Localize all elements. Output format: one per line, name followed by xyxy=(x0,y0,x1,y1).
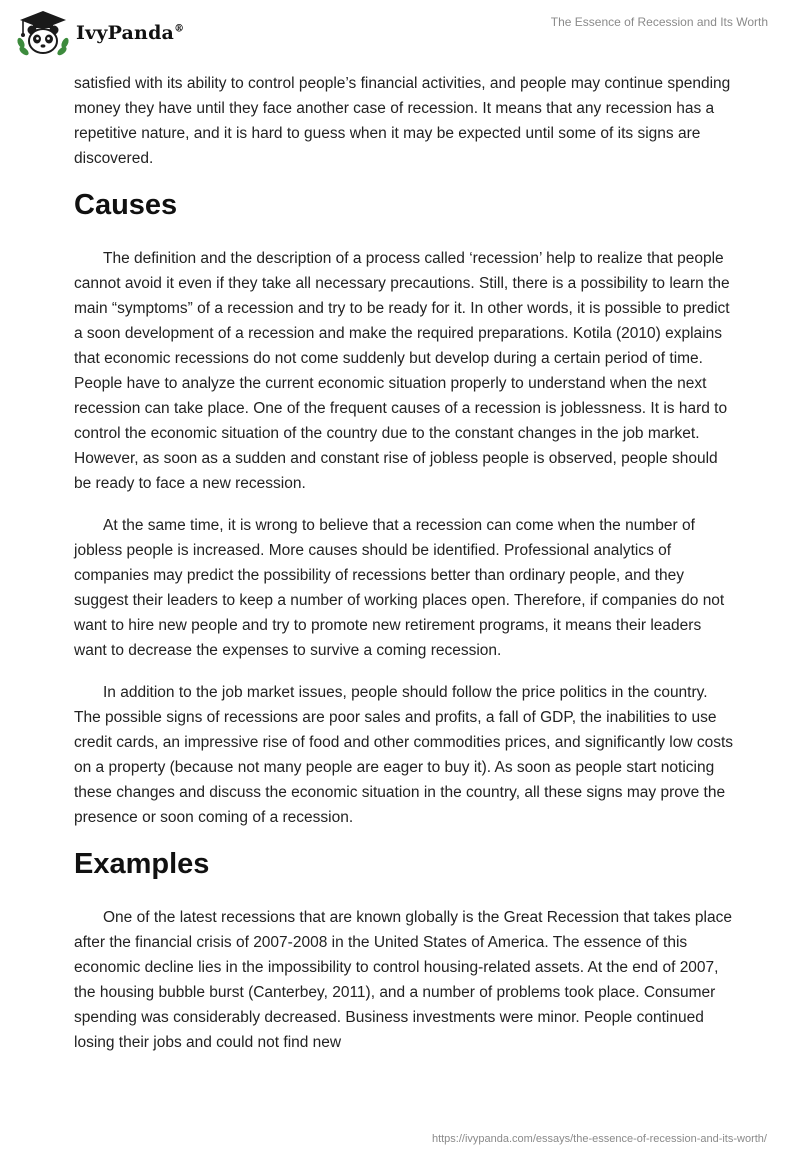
causes-heading: Causes xyxy=(74,189,178,221)
examples-paragraph: One of the latest recessions that are known globally is the Great Recession that takes place after the financial crisis of 2007-2008 in the United States of America. The essence of this economic decline lies in the impossibility to control housing-related assets. At the end of 2007, the housing bubble burst (Canterbey, 2011), and a number of problems took place. Consumer spending was considerably decreased. Business investments were minor. People continued losing their jobs and could not find new xyxy=(74,909,732,1051)
panda-graduate-icon xyxy=(14,8,72,58)
causes-paragraph: The definition and the description of a process called ‘recession’ help to realize that people cannot avoid it even if they take all necessary precautions. Still, there is a possibility to learn the main “symptoms” of a recession and try to be ready for it. In other words, it is possible to predict a soon development of a recession and make the required preparations. Kotila (2010) explains that economic recessions do not come suddenly but develop during a certain period of time. People have to analyze the current economic situation properly to understand when the next recession can take place. One of the frequent causes of a recession is joblessness. It is hard to control the economic situation of the country due to the constant changes in the job market. However, as soon as a sudden and constant rise of jobless people is observed, people should be ready to face a new recession. xyxy=(74,250,730,492)
brand-logo[interactable] xyxy=(14,8,184,58)
causes-paragraph: In addition to the job market issues, people should follow the price politics in the country. The possible signs of recessions are poor sales and profits, a fall of GDP, the inabilities to use credit cards, an impressive rise of food and other commodities prices, and significantly low costs on a property (because not many people are eager to buy it). As soon as people start noticing these changes and discuss the economic situation in the country, all these signs may prove the presence or soon coming of a recession. xyxy=(74,684,734,826)
source-url[interactable]: https://ivypanda.com/essays/the-essence-of-recession-and-its-worth/ xyxy=(431,1133,767,1145)
registered-mark: ® xyxy=(174,23,185,35)
document-title: The Essence of Recession and Its Worth xyxy=(550,15,768,29)
intro-paragraph: satisfied with its ability to control people’s financial activities, and people may continue spending money they have until they face another case of recession. It means that any recession has a repetitive nature, and it is hard to guess when it may be expected until some of its signs are discovered. xyxy=(74,75,731,167)
causes-paragraph: At the same time, it is wrong to believe that a recession can come when the number of jobless people is increased. More causes should be identified. Professional analytics of companies may predict the possibility of recessions better than ordinary people, and they suggest their leaders to keep a number of working places open. Therefore, if companies do not want to hire new people and try to promote new retirement programs, it means their leaders want to decrease the expenses to survive a coming recession. xyxy=(74,517,725,659)
essay-body xyxy=(74,71,734,1072)
brand-name xyxy=(76,22,184,44)
brand-name-text: IvyPanda xyxy=(76,22,175,44)
page-header xyxy=(0,0,800,70)
examples-heading: Examples xyxy=(74,848,210,880)
